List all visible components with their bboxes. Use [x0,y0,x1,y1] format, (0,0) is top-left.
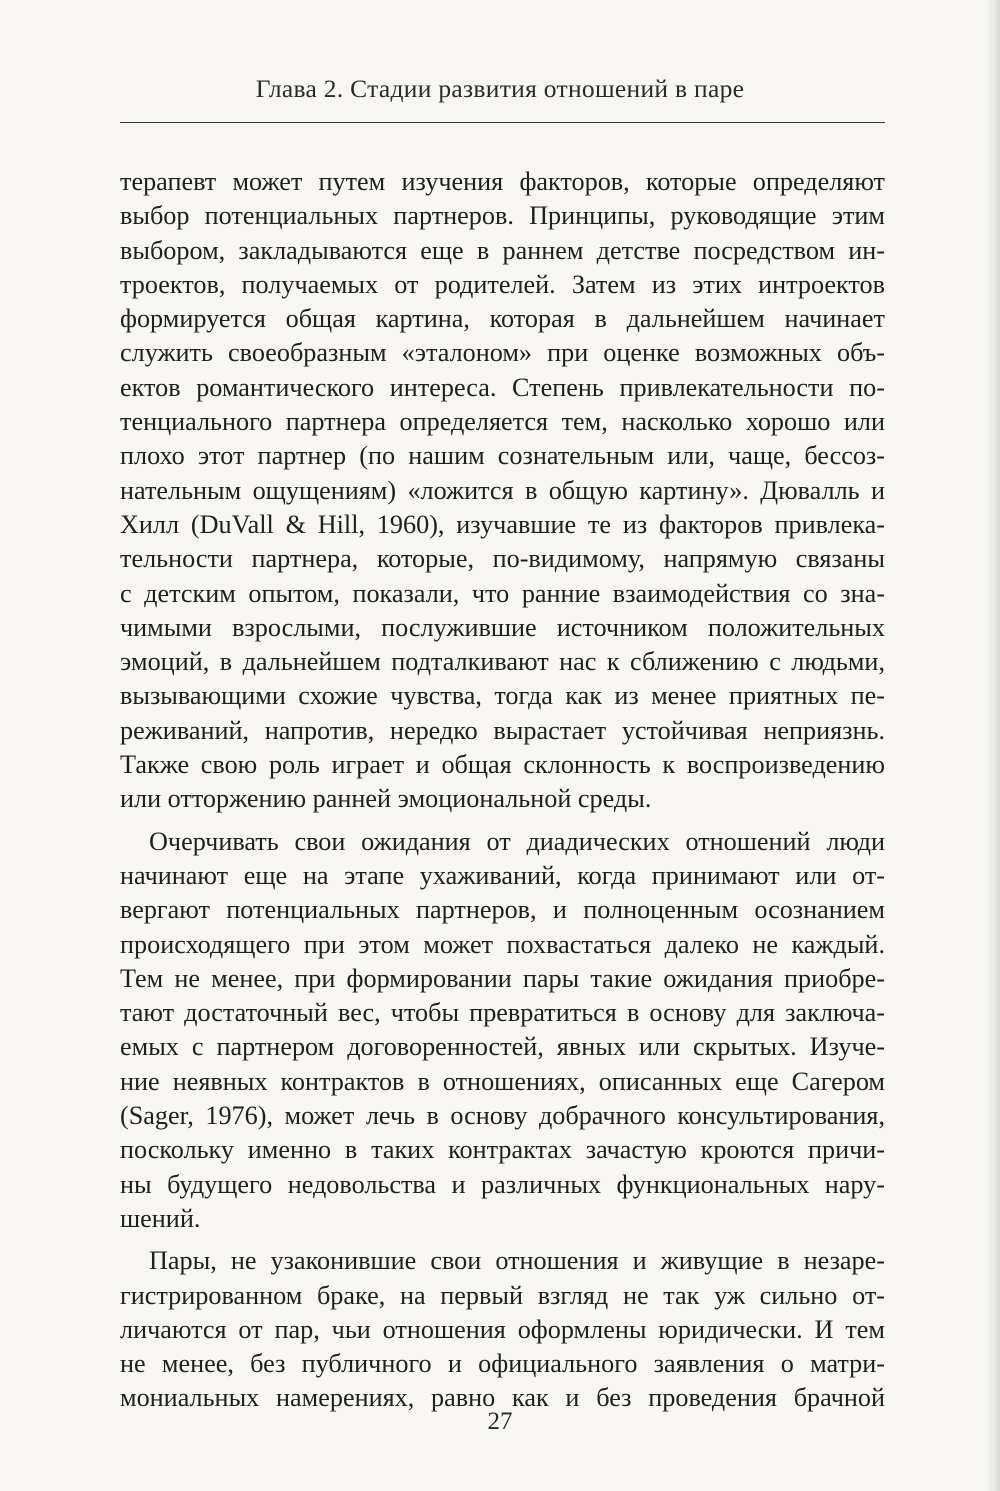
text-line: формируется общая картина, которая в дальнейшем начинает [120,304,885,334]
paragraph-gap [120,1236,885,1244]
page-number: 27 [487,1408,513,1435]
text-line: гистрированном браке, на первый взгляд не так уж сильно от- [120,1280,885,1310]
running-head: Глава 2. Стадии развития отношений в паре [255,74,745,103]
text-line: мониальных намерениях, равно как и без проведения брачной [120,1383,885,1413]
text-line: емых с партнером договоренностей, явных или скрытых. Изуче- [120,1032,885,1062]
text-line: шений. [120,1203,201,1233]
text-line: с детским опытом, показали, что ранние взаимодействия со зна- [120,578,885,608]
text-line: личаются от пар, чьи отношения оформлены юридически. И тем [120,1314,885,1344]
text-line: служить своеобразным «эталоном» при оценке возможных объ- [120,338,885,368]
text-line: эмоций, в дальнейшем подталкивают нас к сближению с людьми, [120,647,885,677]
text-line: ны будущего недовольства и различных функциональных нару- [120,1169,885,1199]
text-line: Также свою роль играет и общая склонность к воспроизведению [120,750,885,780]
text-line: ние неявных контрактов в отношениях, описанных еще Сагером [120,1066,885,1096]
page-edge-shadow [986,0,1000,1491]
text-line: не менее, без публичного и официального заявления о матри- [120,1349,885,1379]
text-line: тают достаточный вес, чтобы превратиться в основу для заключа- [120,998,885,1028]
text-line: реживаний, напротив, нередко вырастает устойчивая неприязнь. [120,715,885,745]
text-line: Очерчивать свои ожидания от диадических отношений люди [149,826,885,856]
text-line: (Sager, 1976), может лечь в основу добрачного консультирования, [120,1101,885,1131]
text-line: терапевт может путем изучения факторов, которые определяют [120,167,885,196]
text-line: Хилл (DuVall & Hill, 1960), изучавшие те из факторов привлека- [120,509,885,539]
text-line: поскольку именно в таких контрактах зачастую кроются причи- [120,1135,885,1165]
text-line: плохо этот партнер (по нашим сознательным или, чаще, бессоз- [120,441,885,471]
text-line: нательным ощущениям) «ложится в общую картину». Дювалль и [120,475,885,505]
text-line: вызывающими схожие чувства, тогда как из менее приятных пе- [120,681,885,711]
text-line: Пары, не узаконившие свои отношения и живущие в незаре- [149,1246,885,1276]
body-text [120,165,885,1416]
text-line: ектов романтического интереса. Степень привлекательности по- [120,372,885,402]
text-line: тенциального партнера определяется тем, насколько хорошо или [120,407,885,437]
paragraph-gap [120,817,885,825]
text-line: начинают еще на этапе ухаживаний, когда принимают или от- [120,860,885,890]
text-line: троектов, получаемых от родителей. Затем из этих интроектов [120,269,885,299]
text-line: Тем не менее, при формировании пары такие ожидания приобре- [120,963,885,993]
text-line: происходящего при этом может похвастаться далеко не каждый. [120,929,885,959]
header-rule [120,122,885,123]
text-line: тельности партнера, которые, по-видимому, напрямую связаны [120,544,885,574]
text-line: выбор потенциальных партнеров. Принципы, руководящие этим [120,201,885,231]
text-line: или отторжению ранней эмоциональной среды. [120,784,652,814]
text-line: вергают потенциальных партнеров, и полноценным осознанием [120,895,885,925]
text-line: чимыми взрослыми, послужившие источником положительных [120,612,885,642]
text-line: выбором, закладываются еще в раннем детстве посредством ин- [120,235,885,265]
